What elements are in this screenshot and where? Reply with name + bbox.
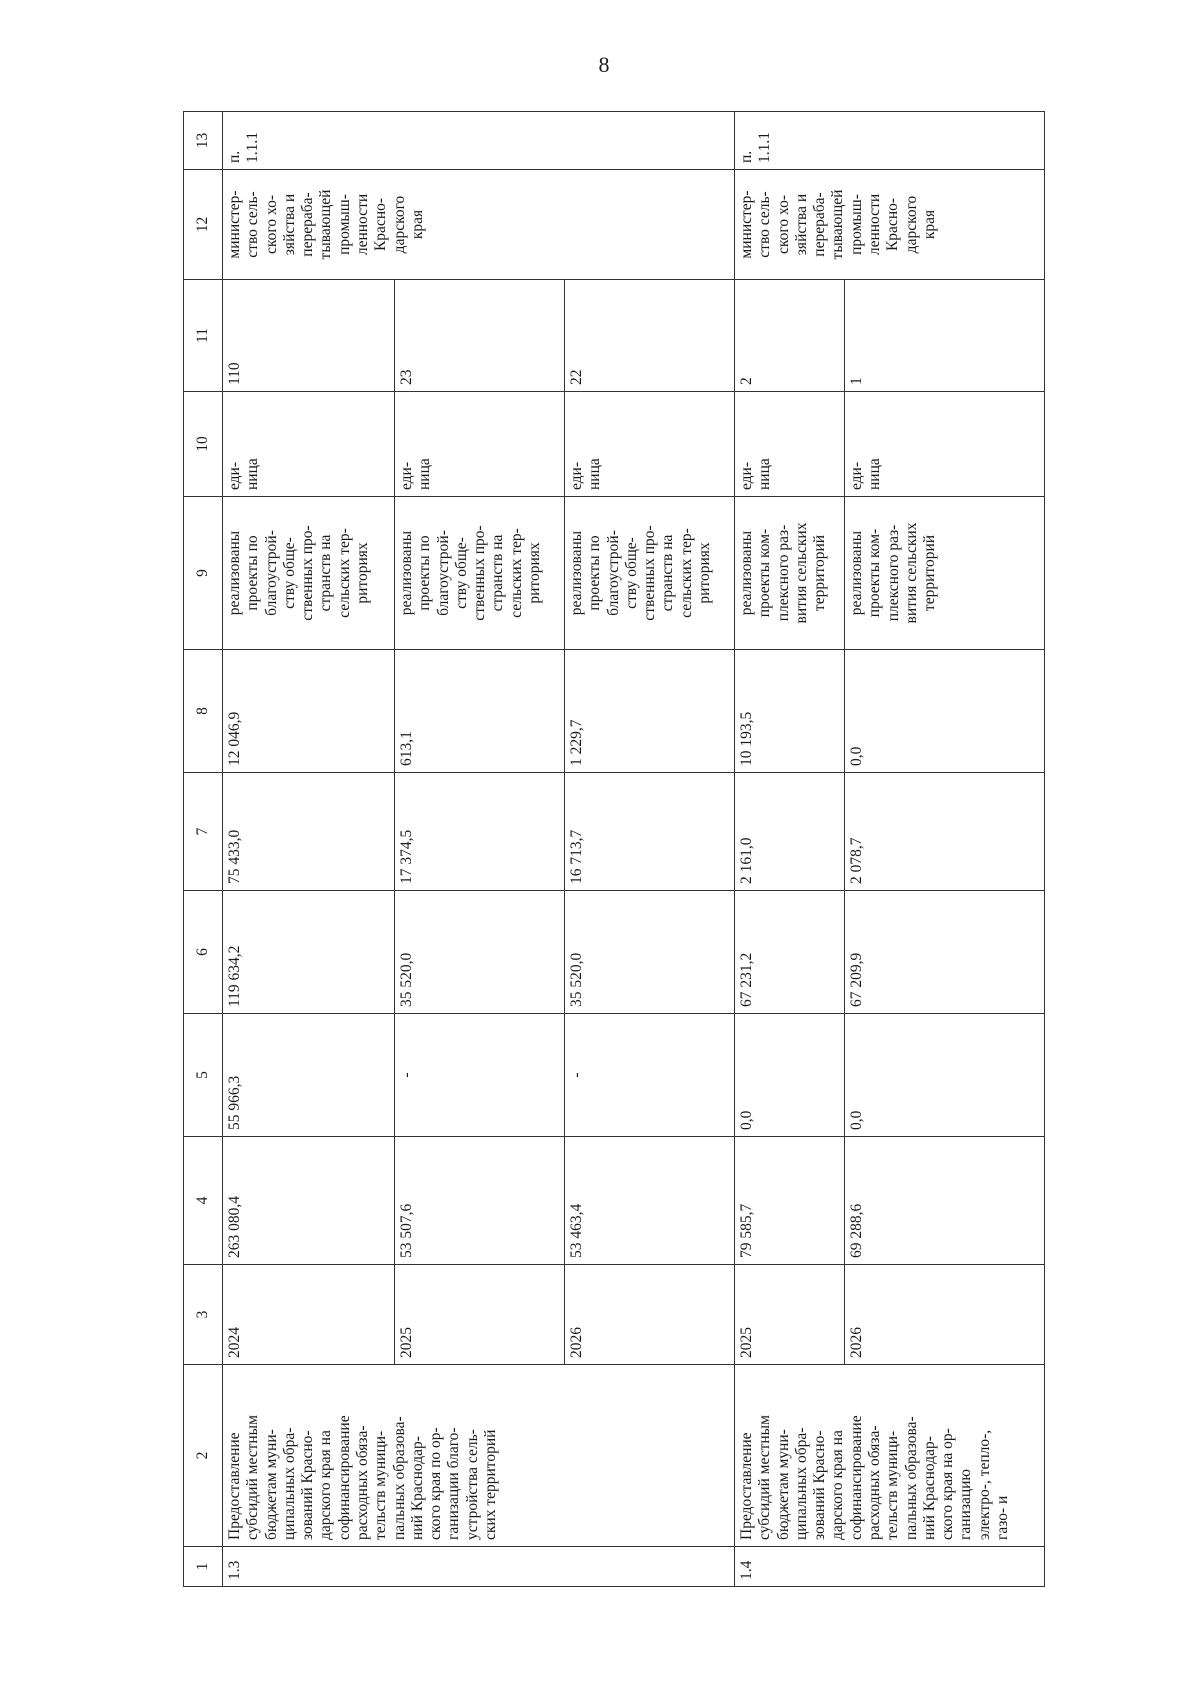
regional-cell: 35 520,0 bbox=[395, 891, 565, 1014]
value-cell: 110 bbox=[223, 280, 395, 392]
header-cell: 13 bbox=[184, 112, 223, 170]
row-number: 1.3 bbox=[223, 1547, 735, 1587]
year-cell: 2024 bbox=[223, 1265, 395, 1365]
result-cell: реализованы проекты ком- плексного раз- вития сельских территорий bbox=[735, 497, 845, 650]
extra-cell: 12 046,9 bbox=[223, 650, 395, 773]
extra-cell: 1 229,7 bbox=[565, 650, 735, 773]
header-cell: 3 bbox=[184, 1265, 223, 1365]
executor-cell: министер- ство сель- ского хо- зяйства и перераба- тывающей промыш- ленности Красно- дарского края bbox=[735, 170, 1045, 280]
total-cell: 79 585,7 bbox=[735, 1137, 845, 1265]
total-cell: 53 463,4 bbox=[565, 1137, 735, 1265]
federal-cell: 0,0 bbox=[735, 1014, 845, 1137]
local-cell: 75 433,0 bbox=[223, 773, 395, 891]
header-cell: 11 bbox=[184, 280, 223, 392]
header-cell: 2 bbox=[184, 1365, 223, 1547]
header-cell: 4 bbox=[184, 1137, 223, 1265]
reference-cell: п. 1.1.1 bbox=[223, 112, 735, 170]
result-cell: реализованы проекты по благоустрой- ству обще- ственных про- странств на сельских тер- риториях bbox=[223, 497, 395, 650]
value-cell: 2 bbox=[735, 280, 845, 392]
unit-cell: еди- ница bbox=[565, 392, 735, 497]
regional-cell: 67 209,9 bbox=[845, 891, 1045, 1014]
unit-cell: еди- ница bbox=[845, 392, 1045, 497]
year-cell: 2025 bbox=[395, 1265, 565, 1365]
extra-cell: 10 193,5 bbox=[735, 650, 845, 773]
year-cell: 2025 bbox=[735, 1265, 845, 1365]
extra-cell: 0,0 bbox=[845, 650, 1045, 773]
measure-name: Предоставление субсидий местным бюджетам муни- ципальных обра- зований Красно- дарского края на софинансирование расходных обяза- тельств муници- пальных образова- ний Краснодар- ского края на ор- ганизацию электро-, тепло-, газо- и bbox=[735, 1365, 1045, 1547]
header-cell: 7 bbox=[184, 773, 223, 891]
unit-cell: еди- ница bbox=[223, 392, 395, 497]
total-cell: 69 288,6 bbox=[845, 1137, 1045, 1265]
reference-cell: п. 1.1.1 bbox=[735, 112, 1045, 170]
unit-cell: еди- ница bbox=[395, 392, 565, 497]
result-cell: реализованы проекты ком- плексного раз- вития сельских территорий bbox=[845, 497, 1045, 650]
table-row bbox=[735, 112, 845, 1587]
measure-name: Предоставление субсидий местным бюджетам муни- ципальных обра- зований Красно- дарского края на софинансирование расходных обяза- тельств муници- пальных образова- ний Краснодар- ского края по ор- ганизации благо- устройства сель- ских территорий bbox=[223, 1365, 735, 1547]
federal-cell: 55 966,3 bbox=[223, 1014, 395, 1137]
extra-cell: 613,1 bbox=[395, 650, 565, 773]
header-row bbox=[184, 112, 223, 1587]
header-cell: 8 bbox=[184, 650, 223, 773]
page-number: 8 bbox=[598, 52, 610, 77]
regional-cell: 67 231,2 bbox=[735, 891, 845, 1014]
federal-cell: - bbox=[395, 1014, 565, 1137]
header-cell: 9 bbox=[184, 497, 223, 650]
local-cell: 2 078,7 bbox=[845, 773, 1045, 891]
value-cell: 23 bbox=[395, 280, 565, 392]
federal-cell: - bbox=[565, 1014, 735, 1137]
header-cell: 1 bbox=[184, 1547, 223, 1587]
rotated-table-wrapper bbox=[183, 112, 1011, 1587]
local-cell: 17 374,5 bbox=[395, 773, 565, 891]
local-cell: 16 713,7 bbox=[565, 773, 735, 891]
result-cell: реализованы проекты по благоустрой- ству обще- ственных про- странств на сельских тер- риториях bbox=[395, 497, 565, 650]
header-cell: 6 bbox=[184, 891, 223, 1014]
header-cell: 12 bbox=[184, 170, 223, 280]
row-number: 1.4 bbox=[735, 1547, 1045, 1587]
total-cell: 263 080,4 bbox=[223, 1137, 395, 1265]
unit-cell: еди- ница bbox=[735, 392, 845, 497]
total-cell: 53 507,6 bbox=[395, 1137, 565, 1265]
result-cell: реализованы проекты по благоустрой- ству обще- ственных про- странств на сельских тер- риториях bbox=[565, 497, 735, 650]
year-cell: 2026 bbox=[845, 1265, 1045, 1365]
value-cell: 1 bbox=[845, 280, 1045, 392]
header-cell: 5 bbox=[184, 1014, 223, 1137]
regional-cell: 35 520,0 bbox=[565, 891, 735, 1014]
year-cell: 2026 bbox=[565, 1265, 735, 1365]
program-table bbox=[183, 111, 1045, 1587]
local-cell: 2 161,0 bbox=[735, 773, 845, 891]
executor-cell: министер- ство сель- ского хо- зяйства и перераба- тывающей промыш- ленности Красно- дарского края bbox=[223, 170, 735, 280]
table-row bbox=[223, 112, 395, 1587]
federal-cell: 0,0 bbox=[845, 1014, 1045, 1137]
header-cell: 10 bbox=[184, 392, 223, 497]
value-cell: 22 bbox=[565, 280, 735, 392]
regional-cell: 119 634,2 bbox=[223, 891, 395, 1014]
